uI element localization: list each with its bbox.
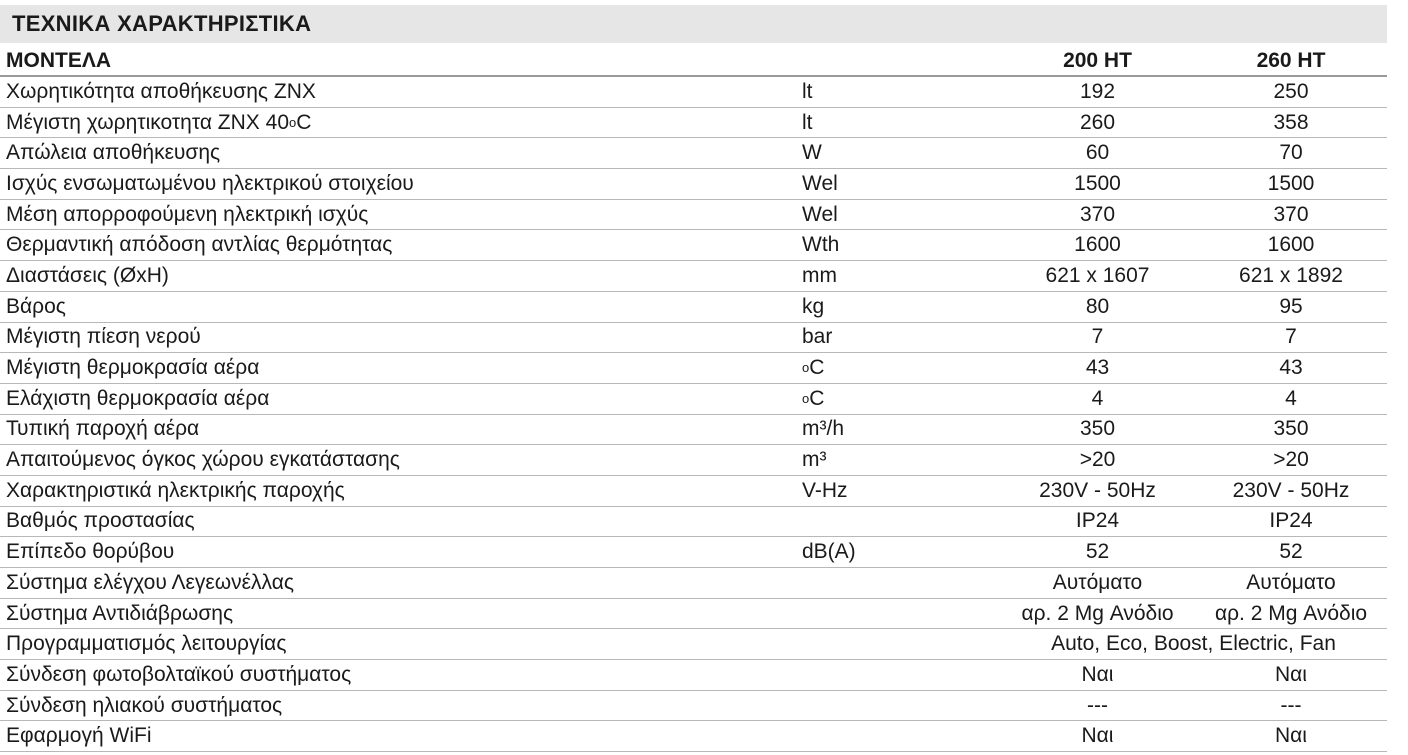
row-value-260ht: 70 <box>1279 141 1303 165</box>
row-value-200ht: 370 <box>1079 202 1116 226</box>
row-label: Μέγιστη πίεση νερού <box>6 325 201 349</box>
table-body <box>0 77 1387 752</box>
row-unit: m³ <box>802 448 827 472</box>
table-row <box>0 108 1387 139</box>
row-value-260ht: --- <box>1280 693 1302 717</box>
row-label: Προγραμματισμός λειτουργίας <box>6 632 287 656</box>
table-row <box>0 599 1387 630</box>
row-unit <box>802 660 982 690</box>
row-unit: lt <box>802 110 813 134</box>
row-label: Επίπεδο θορύβου <box>6 540 175 564</box>
row-value-260ht: Ναι <box>1275 662 1307 686</box>
table-row <box>0 353 1387 384</box>
table-row <box>0 200 1387 231</box>
table-row <box>0 77 1387 108</box>
header-model-260ht: 260 HT <box>1256 49 1326 72</box>
row-label: Σύνδεση φωτοβολταϊκού συστήματος <box>6 662 352 686</box>
row-unit <box>802 629 982 659</box>
row-value-260ht: 1500 <box>1267 171 1315 195</box>
table-row <box>0 138 1387 169</box>
table-row <box>0 230 1387 261</box>
table-row <box>0 660 1387 691</box>
row-value-200ht: 52 <box>1085 540 1110 564</box>
row-value-260ht: 1600 <box>1267 233 1315 257</box>
row-label: Απαιτούμενος όγκος χώρου εγκατάστασης <box>6 448 400 472</box>
table-row <box>0 507 1387 538</box>
row-value-200ht: 260 <box>1079 110 1116 134</box>
row-label: Χαρακτηριστικά ηλεκτρικής παροχής <box>6 478 345 502</box>
row-value-260ht: 350 <box>1273 417 1309 441</box>
table-row <box>0 261 1387 292</box>
table-row <box>0 476 1387 507</box>
row-label: Μέση απορροφούμενη ηλεκτρική ισχύς <box>6 202 369 226</box>
row-value-260ht: 52 <box>1279 540 1303 564</box>
row-value-200ht: 80 <box>1085 294 1110 318</box>
header-model-200ht: 200 HT <box>1063 49 1132 72</box>
row-label: Βαθμός προστασίας <box>6 509 195 533</box>
row-value-260ht: αρ. 2 Mg Ανόδιο <box>1214 601 1368 625</box>
row-label: Σύστημα Αντιδιάβρωσης <box>6 601 234 625</box>
row-unit: Wel <box>802 202 838 226</box>
table-row <box>0 292 1387 323</box>
row-label: Χωρητικότητα αποθήκευσης ΖΝΧ <box>6 79 316 103</box>
row-unit: kg <box>802 294 825 318</box>
row-unit: W <box>802 141 822 165</box>
row-value-260ht: 250 <box>1273 79 1309 103</box>
row-unit: V-Hz <box>802 478 848 502</box>
row-value-200ht: Ναι <box>1081 662 1114 686</box>
row-value-260ht: IP24 <box>1269 509 1313 533</box>
row-value-260ht: 621 x 1892 <box>1239 263 1343 287</box>
row-label: Σύστημα ελέγχου Λεγεωνέλλας <box>6 570 294 594</box>
table-row <box>0 445 1387 476</box>
row-unit: bar <box>802 325 833 349</box>
row-value-200ht: 621 x 1607 <box>1045 263 1150 287</box>
table-row <box>0 721 1387 752</box>
row-unit <box>802 568 982 598</box>
table-row <box>0 415 1387 446</box>
table-row <box>0 323 1387 354</box>
row-value-200ht: Αυτόματο <box>1052 570 1143 594</box>
row-value-200ht: 60 <box>1085 141 1110 165</box>
table-row <box>0 691 1387 722</box>
row-label: Μέγιστη χωρητικοτητα ΖΝΧ 40 o C <box>6 110 312 134</box>
row-label: Εφαρμογή WiFi <box>6 724 152 748</box>
table-header-row <box>0 47 1387 77</box>
row-value-200ht: 1600 <box>1074 233 1121 257</box>
row-value-260ht: 370 <box>1273 202 1309 226</box>
row-label: Ισχύς ενσωματωμένου ηλεκτρικού στοιχείου <box>6 171 414 195</box>
row-value-260ht: 230V - 50Hz <box>1232 478 1350 502</box>
row-label: Μέγιστη θερμοκρασία αέρα <box>6 356 260 380</box>
row-unit <box>802 599 982 629</box>
row-unit <box>802 721 982 751</box>
row-label: Βάρος <box>6 294 66 318</box>
row-unit: mm <box>802 263 837 287</box>
row-value-both-models: Auto, Eco, Boost, Electric, Fan <box>1051 632 1336 656</box>
row-value-260ht: 95 <box>1279 294 1303 318</box>
table-row <box>0 169 1387 200</box>
table-row <box>0 568 1387 599</box>
row-value-200ht: 4 <box>1091 386 1104 410</box>
section-title: ΤΕΧΝΙΚΑ ΧΑΡΑΚΤΗΡΙΣΤΙΚΑ <box>0 5 1387 43</box>
row-value-260ht: 4 <box>1285 386 1297 410</box>
row-label: Σύνδεση ηλιακού συστήματος <box>6 693 283 717</box>
row-value-260ht: 358 <box>1273 110 1309 134</box>
row-unit: Wel <box>802 171 838 195</box>
row-label: Ελάχιστη θερμοκρασία αέρα <box>6 386 270 410</box>
row-value-200ht: 1500 <box>1074 171 1121 195</box>
row-unit: m³/h <box>802 417 844 441</box>
row-value-200ht: IP24 <box>1075 509 1120 533</box>
row-value-200ht: αρ. 2 Mg Ανόδιο <box>1021 601 1174 625</box>
row-value-260ht: Αυτόματο <box>1246 570 1336 594</box>
specs-table <box>0 47 1387 752</box>
row-label: Θερμαντική απόδοση αντλίας θερμότητας <box>6 233 393 257</box>
row-unit: o C <box>802 356 825 380</box>
row-value-260ht: Ναι <box>1275 724 1307 748</box>
table-row <box>0 629 1387 660</box>
row-label: Τυπική παροχή αέρα <box>6 417 200 441</box>
row-value-200ht: >20 <box>1079 448 1116 472</box>
row-value-200ht: 43 <box>1085 356 1110 380</box>
row-value-200ht: 230V - 50Hz <box>1039 478 1156 502</box>
row-unit <box>802 507 982 537</box>
row-value-200ht: --- <box>1087 693 1108 717</box>
row-value-200ht: Ναι <box>1081 724 1114 748</box>
row-value-260ht: 43 <box>1279 356 1303 380</box>
row-value-260ht: 7 <box>1285 325 1297 349</box>
row-value-200ht: 192 <box>1079 79 1116 103</box>
table-row <box>0 537 1387 568</box>
row-unit: Wth <box>802 233 840 257</box>
row-value-260ht: >20 <box>1273 448 1309 472</box>
row-label: Απώλεια αποθήκευσης <box>6 141 221 165</box>
row-unit: dB(A) <box>802 540 856 564</box>
table-row <box>0 384 1387 415</box>
row-label: Διαστάσεις (ØxH) <box>6 263 169 287</box>
row-unit: lt <box>802 79 813 103</box>
row-value-200ht: 350 <box>1079 417 1116 441</box>
row-value-200ht: 7 <box>1091 325 1104 349</box>
row-unit: o C <box>802 386 825 410</box>
header-models-label: ΜΟΝΤΕΛΑ <box>6 49 111 72</box>
row-unit <box>802 691 982 721</box>
